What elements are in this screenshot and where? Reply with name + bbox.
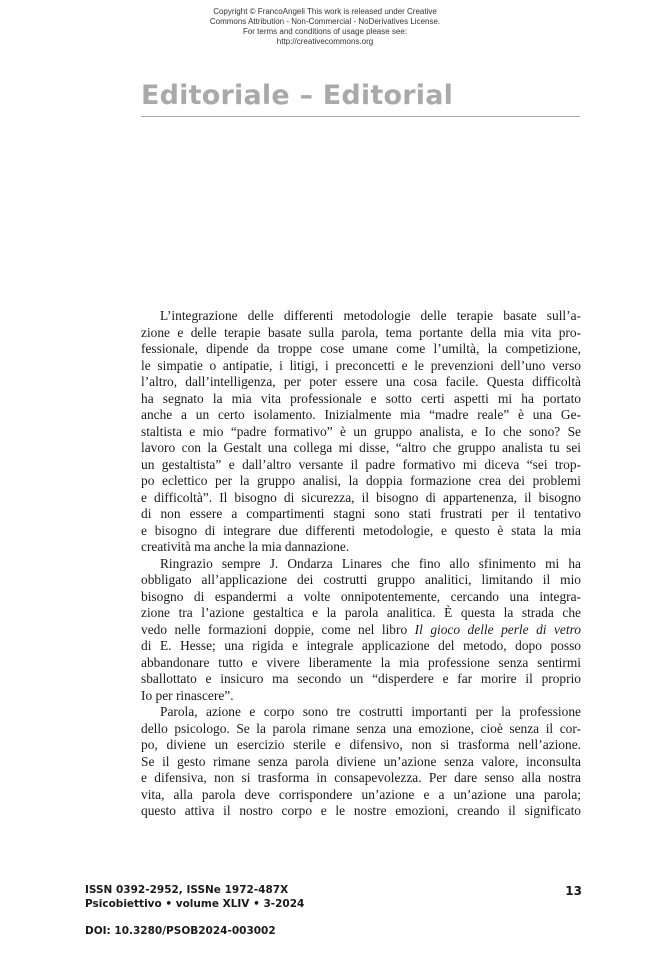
text-span: vedo nelle formazioni doppie, come nel libro bbox=[141, 621, 415, 637]
text-line-with-book-title bbox=[141, 622, 581, 639]
text-line: e difensiva, non si trasforma in consapevolezza. Per dare senso alla nostra bbox=[141, 770, 581, 785]
text-line: l’altro, dall’intelligenza, per poter essere una cosa facile. Questa difficoltà bbox=[141, 374, 581, 389]
page-number: 13 bbox=[565, 884, 582, 898]
text-line: anche a un certo isolamento. Inizialmente mia “madre reale” è una Ge- bbox=[141, 407, 581, 422]
text-line: un gestaltista” e dall’altro versante il padre formativo mi diceva “sei trop- bbox=[141, 456, 581, 472]
book-title: Il gioco delle perle di vetro bbox=[414, 621, 581, 637]
text-line: creatività ma anche la mia dannazione. bbox=[141, 539, 350, 554]
text-line: staltista e mio “padre formativo” è un gruppo analista, e Io che sono? Se bbox=[141, 423, 581, 439]
paragraph-2 bbox=[141, 556, 581, 705]
text-line: lavoro con la Gestalt una collega mi disse, “altro che gruppo analista tu sei bbox=[141, 440, 581, 455]
title-underline bbox=[141, 116, 580, 117]
paragraph-3 bbox=[141, 704, 581, 820]
copyright-link[interactable]: http://creativecommons.org bbox=[276, 37, 374, 46]
text-line: fessionale, dipende da troppe cose umane come l’umiltà, la competizione, bbox=[141, 341, 581, 356]
text-line: le simpatie o antipatie, i litigi, i preconcetti e le prevenzioni dell’uno verso bbox=[141, 357, 581, 373]
text-line: questo attiva il nostro corpo e le nostre emozioni, creando il significato bbox=[141, 803, 581, 818]
text-line: Se il gesto rimane senza parola diviene un’azione senza valore, inconsulta bbox=[141, 753, 581, 769]
copyright-line: Commons Attribution - Non-Commercial - NoDerivatives License. bbox=[209, 17, 441, 26]
text-line: ha segnato la mia vita professionale e sotto certi aspetti mi ha portato bbox=[141, 390, 581, 406]
paragraph-1 bbox=[141, 308, 581, 556]
text-line: bisogno di espandermi a volte onnipotentemente, cercando una integra- bbox=[141, 588, 581, 604]
text-line: e bisogno di integrare due differenti metodologie, e questo è stata la mia bbox=[141, 522, 581, 538]
text-line: Parola, azione e corpo sono tre costrutti importanti per la professione bbox=[160, 704, 581, 719]
issn-info: ISSN 0392-2952, ISSNe 1972-487X bbox=[85, 884, 289, 896]
text-line: e difficoltà”. Il bisogno di sicurezza, il bisogno di appartenenza, il bisogno bbox=[141, 489, 581, 505]
doi-link[interactable]: DOI: 10.3280/PSOB2024-003002 bbox=[85, 925, 276, 937]
text-line: abbandonare tutto e vivere liberamente la mia professione senza sentirmi bbox=[141, 654, 581, 670]
text-line: di non essere a compartimenti stagni sono stati frustrati per il tentativo bbox=[141, 506, 581, 521]
text-line: di E. Hesse; una rigida e integrale applicazione del metodo, dopo posso bbox=[141, 638, 581, 653]
text-line: po, diviene un esercizio sterile e difensivo, non si trasforma nell’azione. bbox=[141, 737, 581, 752]
text-line: L’integrazione delle differenti metodologie delle terapie basate sull’a- bbox=[160, 308, 581, 323]
copyright-line: Copyright © FrancoAngeli This work is released under Creative bbox=[213, 7, 437, 16]
text-line: Io per rinascere”. bbox=[141, 687, 234, 703]
text-line: vita, alla parola deve corrispondere un’azione e a un’azione una parola; bbox=[141, 786, 581, 802]
copyright-line: For terms and conditions of usage please see: bbox=[242, 27, 408, 36]
text-line: Ringrazio sempre J. Ondarza Linares che fino allo sfinimento mi ha bbox=[160, 555, 581, 571]
text-line: zione tra l’azione gestaltica e la parola analitica. È questa la strada che bbox=[141, 605, 581, 620]
article-body bbox=[141, 308, 581, 820]
text-line: zione e delle terapie basate sulla parola, tema portante della mia vita pro- bbox=[141, 324, 581, 340]
text-line: obbligato all’applicazione dei costrutti gruppo analitici, limitando il mio bbox=[141, 572, 581, 587]
copyright-notice bbox=[0, 7, 650, 47]
text-line: sballottato e insicuro ma secondo un “disperdere e far morire il proprio bbox=[141, 671, 581, 686]
page-title: Editoriale – Editorial bbox=[141, 80, 454, 111]
text-line: po eclettico per la gruppo analisi, la doppia formazione crea dei problemi bbox=[141, 473, 581, 488]
journal-info: Psicobiettivo • volume XLIV • 3-2024 bbox=[85, 898, 305, 910]
text-line: dello psicologo. Se la parola rimane senza una emozione, cioè senza il cor- bbox=[141, 720, 581, 736]
